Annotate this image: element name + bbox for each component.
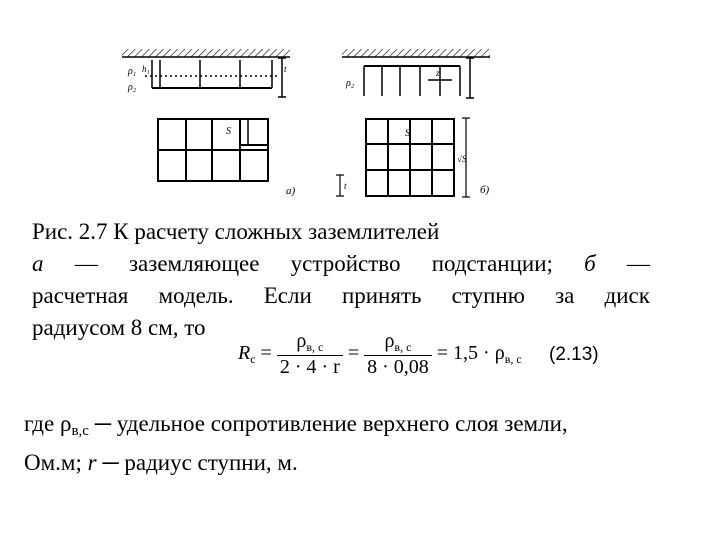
caption-word: принять <box>341 283 422 308</box>
explanation-part-4: ─ радиус ступни, м. <box>96 450 298 475</box>
formula-fraction-1 <box>277 330 343 379</box>
caption-word: подстанции; <box>431 251 553 276</box>
caption-word: — <box>74 251 98 276</box>
t-label: t <box>284 64 287 74</box>
caption-word: б <box>584 251 596 276</box>
caption-word: за <box>555 283 575 308</box>
z-label: z <box>436 68 440 78</box>
formula-lhs-sub: с <box>250 352 256 367</box>
formula-result: = 1,5 · ρ <box>436 342 505 365</box>
t2-label: t <box>344 181 347 191</box>
formula-fraction-2 <box>364 330 432 379</box>
fraction-2-denominator: 8 · 0,08 <box>367 356 429 378</box>
explanation-part-2: ─ удельное сопротивление верхнего слоя земли, <box>88 411 568 436</box>
fraction-1-denominator: 2 · 4 · r <box>279 356 340 378</box>
caption-word: а <box>32 251 44 276</box>
rho2-right-label: ρ₂ <box>346 78 355 89</box>
h1-label: h₁ <box>142 64 150 74</box>
caption-line-2 <box>32 248 650 280</box>
caption-word: Если <box>263 283 312 308</box>
fraction-1-numerator: ρ <box>296 330 307 352</box>
sqrt-s-label: √S <box>457 154 467 164</box>
explanation-paragraph <box>24 408 704 478</box>
fraction-2-numerator-sub: в, с <box>394 340 412 354</box>
explanation-part-3: Ом.м; <box>24 450 88 475</box>
explanation-part-1: где ρ <box>24 411 72 436</box>
rho1-left-label: ρ₁ <box>128 66 137 77</box>
left-plan-grid <box>158 119 268 181</box>
right-section-view <box>342 49 490 98</box>
caption-line-4: радиусом 8 см, то <box>32 315 206 340</box>
right-dimension-lines <box>336 118 470 197</box>
figure-caption <box>32 216 650 344</box>
caption-word: устройство <box>290 251 401 276</box>
grounding-figure <box>0 0 720 215</box>
caption-word: модель. <box>158 283 234 308</box>
explanation-rho-sub: в,с <box>71 423 89 439</box>
rho2-left-label: ρ₂ <box>128 82 137 93</box>
explanation-r-symbol: r <box>87 450 97 475</box>
equation-number: (2.13) <box>549 344 599 365</box>
formula-eq1: = <box>260 342 272 365</box>
fraction-1-numerator-sub: в, с <box>306 340 324 354</box>
formula-eq2: = <box>347 342 360 365</box>
caption-word: диск <box>604 283 650 308</box>
s-label-right: S <box>405 128 410 139</box>
fraction-2-numerator: ρ <box>384 330 395 352</box>
label-a: а) <box>286 185 296 197</box>
caption-word: — <box>626 251 650 276</box>
right-plan-grid <box>366 119 454 196</box>
caption-line-3 <box>32 280 650 312</box>
caption-word: ступню <box>451 283 525 308</box>
formula-2-13 <box>238 330 538 386</box>
caption-title: Рис. 2.7 К расчету сложных заземлителей <box>32 219 440 244</box>
formula-result-sub: в, с <box>504 352 522 367</box>
caption-word: заземляющее <box>128 251 260 276</box>
s-label-left: S <box>226 126 231 137</box>
label-b: б) <box>480 184 490 196</box>
formula-lhs: R <box>238 342 251 365</box>
caption-word: расчетная <box>32 283 129 308</box>
